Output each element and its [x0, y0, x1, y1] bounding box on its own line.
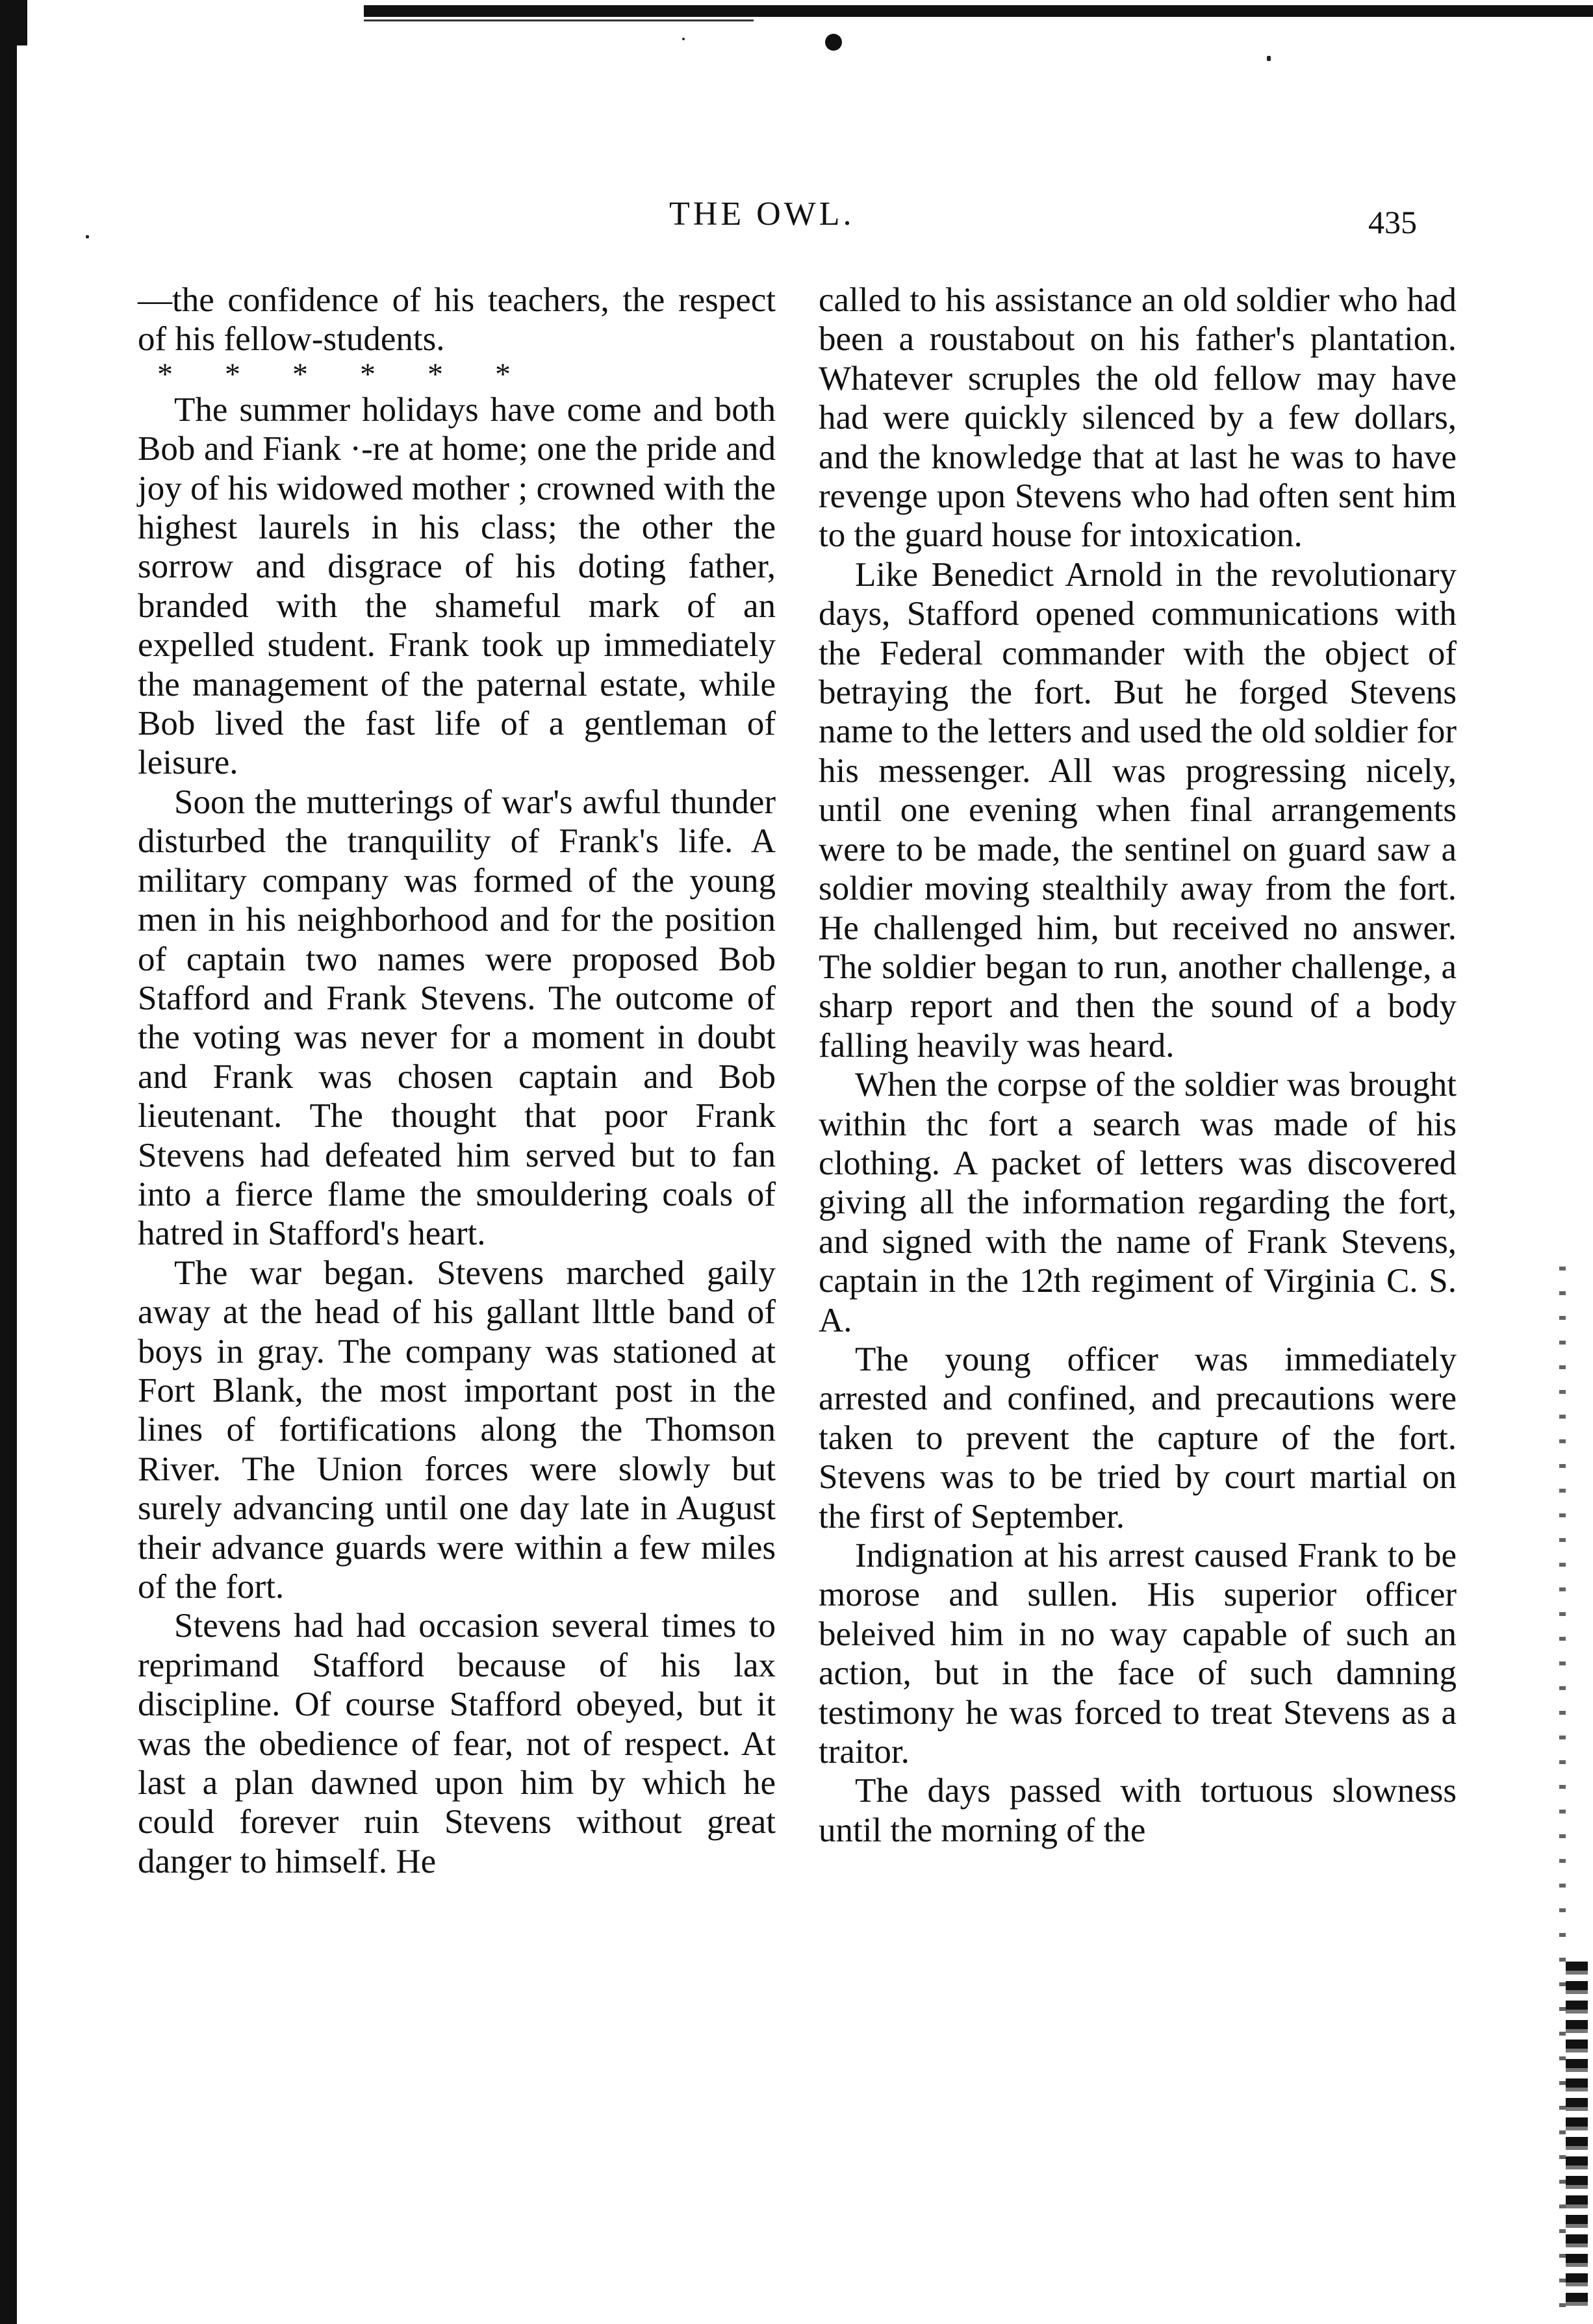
scan-speck — [86, 235, 89, 238]
scan-right-edge-noise — [1559, 1267, 1566, 2319]
right-column — [819, 281, 1457, 1850]
scan-ink-dot — [825, 34, 842, 51]
scan-top-rule — [364, 5, 1593, 17]
scan-speck — [682, 38, 685, 40]
paragraph: The war began. Stevens marched gaily away at the head of his gallant llttle band of boys in gray. The company was stationed at Fort Blank, the most important post in the lines of fortifications along the Thomson River. The Union forces were slowly but surely advancing until one day late in August their advance guards were within a few miles of the fort. — [138, 1254, 776, 1606]
paragraph: The days passed with tortuous slowness until the morning of the — [819, 1772, 1457, 1849]
scan-left-edge-corner — [0, 0, 27, 45]
scan-top-rule-thin — [364, 19, 754, 21]
scan-right-edge-noise-heavy — [1566, 1962, 1588, 2312]
paragraph: called to his assistance an old soldier who had been a roustabout on his father's plantation. Whatever scruples the old fellow may have had were quickly silenced by a few dollars, and the knowledge that at last he was to have revenge upon Stevens who had often sent him to the guard house for intoxication. — [819, 281, 1457, 555]
running-title: THE OWL. — [669, 196, 855, 233]
page-number: 435 — [1368, 204, 1417, 240]
paragraph: When the corpse of the soldier was brought within thc fort a search was made of his clothing. A packet of letters was discovered giving all the information regarding the fort, and signed with the name of Frank Stevens, captain in the 12th regiment of Virginia C. S. A. — [819, 1066, 1457, 1339]
paragraph: Indignation at his arrest caused Frank to be morose and sullen. His superior officer beleived him in no way capable of such an action, but in the face of such damning testimony he was forced to treat Stevens as a traitor. — [819, 1537, 1457, 1771]
section-break-asterisks: * * * * * * — [157, 357, 511, 392]
paragraph: Soon the mutterings of war's awful thunder disturbed the tranquility of Frank's life. A military company was formed of the young men in his neighborhood and for the position of captain two names were proposed Bob Stafford and Frank Stevens. The outcome of the voting was never for a moment in doubt and Frank was chosen captain and Bob lieutenant. The thought that poor Frank Stevens had defeated him served but to fan into a fierce flame the smouldering coals of hatred in Stafford's heart. — [138, 783, 776, 1253]
left-column — [138, 281, 776, 1881]
paragraph: The summer holidays have come and both Bob and Fiank ·-re at home; one the pride and joy of his widowed mother ; crowned with the highest laurels in his class; the other the sorrow and disgrace of his doting father, branded with the shameful mark of an expelled student. Frank took up immediately the management of the paternal estate, while Bob lived the fast life of a gentleman of leisure. — [138, 390, 776, 782]
scan-left-edge-shadow — [0, 0, 17, 2324]
scan-speck — [1267, 56, 1271, 61]
paragraph: Like Benedict Arnold in the revolutionary days, Stafford opened communications with the Federal commander with the object of betraying the fort. But he forged Stevens name to the letters and used the old soldier for his messenger. All was progressing nicely, until one evening when final arrangements were to be made, the sentinel on guard saw a soldier moving stealthily away from the fort. He challenged him, but received no answer. The soldier began to run, another challenge, a sharp report and then the sound of a body falling heavily was heard. — [819, 555, 1457, 1065]
paragraph: Stevens had had occasion several times to reprimand Stafford because of his lax discipline. Of course Stafford obeyed, but it was the obedience of fear, not of respect. At last a plan dawned upon him by which he could forever ruin Stevens without great danger to himself. He — [138, 1607, 776, 1880]
paragraph: The young officer was immediately arrested and confined, and precautions were taken to prevent the capture of the fort. Stevens was to be tried by court martial on the first of September. — [819, 1340, 1457, 1535]
paragraph: —the confidence of his teachers, the respect of his fellow-students. — [138, 281, 776, 359]
